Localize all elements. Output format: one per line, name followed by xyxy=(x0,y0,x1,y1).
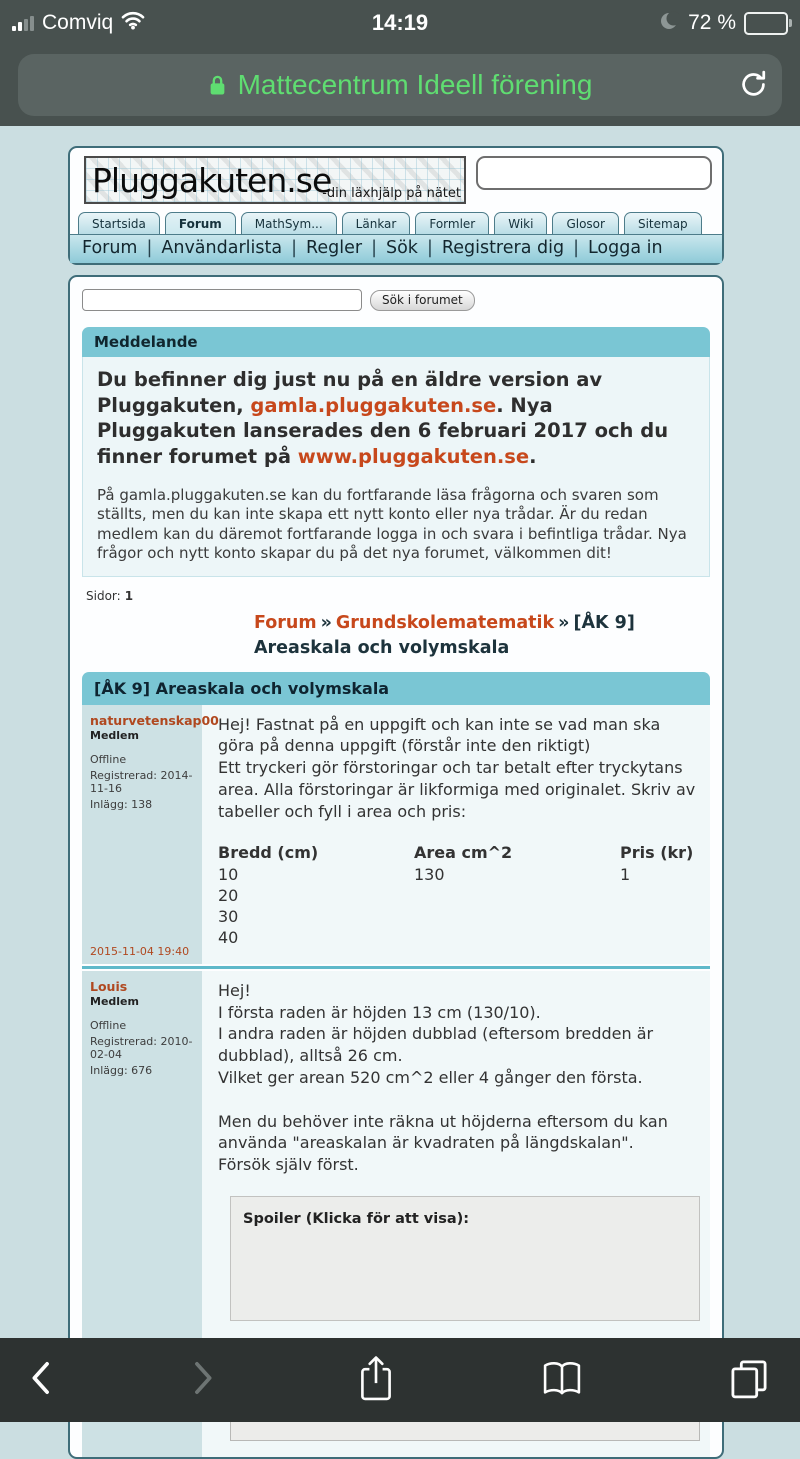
bookmarks-book-icon xyxy=(539,1358,585,1402)
table-cell xyxy=(414,906,620,927)
table-cell: 1 xyxy=(620,864,631,884)
user-status: Offline xyxy=(90,752,127,766)
notice-intro xyxy=(97,367,695,470)
tab-mathsym[interactable]: MathSym... xyxy=(241,212,337,234)
status-bar xyxy=(0,0,800,46)
share-button[interactable] xyxy=(357,1353,395,1407)
notice-intro-text: . Nya Pluggakuten lanserades den 6 februari 2017 och du finner forumet på xyxy=(97,393,669,469)
lock-icon xyxy=(208,69,227,101)
table-cell: 130 xyxy=(414,864,445,884)
tab-switcher-button[interactable] xyxy=(728,1357,770,1403)
reload-button[interactable] xyxy=(738,69,769,104)
post-text: Hej! Fastnat på en uppgift och kan inte se vad man ska göra på denna uppgift (förstår inte den riktigt) xyxy=(218,714,661,756)
post-1-body xyxy=(202,705,710,964)
battery-icon xyxy=(744,12,788,35)
status-right xyxy=(660,11,788,36)
notice-box xyxy=(82,327,710,577)
pages-label: Sidor: xyxy=(86,588,121,603)
breadcrumb-category-link[interactable]: Grundskolematematik xyxy=(335,612,555,633)
forum-nav-bar xyxy=(70,234,722,263)
table-cell xyxy=(414,885,620,906)
notice-body xyxy=(82,357,710,577)
nav-link-anvandarlista[interactable]: Användarlista xyxy=(161,238,283,258)
post-date: 2015-11-04 19:40 xyxy=(90,944,190,958)
table-cell xyxy=(620,927,698,948)
status-left xyxy=(12,11,145,35)
nav-separator: | xyxy=(573,238,579,258)
user-post-count: Inlägg: 676 xyxy=(90,1063,153,1077)
table-cell: 30 xyxy=(218,906,239,926)
tab-wiki[interactable]: Wiki xyxy=(494,212,547,234)
table-header: Pris (kr) xyxy=(620,843,694,863)
page-title: Mattecentrum Ideell förening xyxy=(237,69,593,100)
logo-row xyxy=(70,148,722,210)
cellular-signal-icon xyxy=(12,16,34,31)
spoiler-box[interactable] xyxy=(230,1196,700,1321)
table-cell xyxy=(620,885,698,906)
nav-link-regler[interactable]: Regler xyxy=(306,238,363,258)
post-1 xyxy=(82,705,710,964)
breadcrumb xyxy=(254,611,706,662)
site-header xyxy=(68,146,724,265)
username-link[interactable]: naturvetenskap00 xyxy=(90,712,219,728)
user-status: Offline xyxy=(90,1018,127,1032)
user-post-count: Inlägg: 138 xyxy=(90,797,153,811)
share-icon xyxy=(357,1353,395,1407)
logo-tagline: -din läxhjälp på nätet xyxy=(322,186,461,201)
clock: 14:19 xyxy=(371,10,429,35)
forum-search-row xyxy=(82,289,710,311)
breadcrumb-forum-link[interactable]: Forum xyxy=(254,612,317,633)
back-chevron-icon xyxy=(30,1361,50,1399)
nav-separator: | xyxy=(291,238,297,258)
post-1-user-panel xyxy=(82,705,219,964)
thread-title: [ÅK 9] Areaskala och volymskala xyxy=(82,672,710,705)
site-tabs xyxy=(70,210,722,234)
tab-startsida[interactable]: Startsida xyxy=(78,212,160,234)
header-search-input[interactable] xyxy=(476,156,712,190)
post-1-table xyxy=(218,842,698,948)
post-divider xyxy=(82,966,710,969)
web-view xyxy=(0,146,800,1358)
table-header: Area cm^2 xyxy=(414,843,513,863)
post-2 xyxy=(82,971,710,1361)
post-text: Hej! xyxy=(218,980,251,1000)
bookmarks-button[interactable] xyxy=(539,1358,585,1402)
post-text: I andra raden är höjden dubblad (eftersom bredden är dubblad), alltså 26 cm. xyxy=(218,1024,654,1066)
notice-details: På gamla.pluggakuten.se kan du fortfarande läsa frågorna och svaren som ställts, men du kan inte skapa ett nytt konto eller nya trådar. Är du redan medlem kan du däremot fortfarande logga in och svara i befintliga trådar. Nya frågor och nytt konto skapar du på det nya forumet, välkommen dit! xyxy=(97,485,687,563)
post-text: Ett tryckeri gör förstoringar och tar betalt efter tryckytans area. Alla förstoringar är likformiga med originalet. Skriv av tabeller och fyll i area och pris: xyxy=(218,758,696,821)
tab-formler[interactable]: Formler xyxy=(415,212,489,234)
spoiler-label: Spoiler (Klicka för att visa): xyxy=(243,1210,470,1227)
tab-sitemap[interactable]: Sitemap xyxy=(624,212,702,234)
nav-link-forum[interactable]: Forum xyxy=(82,238,138,258)
forum-search-input[interactable] xyxy=(82,289,362,311)
nav-link-registrera[interactable]: Registrera dig xyxy=(441,238,565,258)
table-cell xyxy=(414,927,620,948)
logo-text: Pluggakuten.se xyxy=(92,160,332,200)
post-2-body xyxy=(202,971,712,1361)
link-gamla-pluggakuten[interactable]: gamla.pluggakuten.se xyxy=(250,393,497,417)
table-header: Bredd (cm) xyxy=(218,843,319,863)
notice-header: Meddelande xyxy=(82,327,710,357)
nav-link-sok[interactable]: Sök xyxy=(385,238,418,258)
forum-search-button[interactable]: Sök i forumet xyxy=(370,290,475,311)
notice-intro-text: Du befinner dig just nu på en äldre version av Pluggakuten, xyxy=(97,368,603,417)
wifi-icon xyxy=(121,11,145,35)
main-content xyxy=(68,275,724,1459)
ios-top-chrome xyxy=(0,0,800,126)
post-text: I första raden är höjden 13 cm (130/10). xyxy=(218,1002,541,1022)
notice-intro-text: . xyxy=(529,445,537,469)
link-nya-pluggakuten[interactable]: www.pluggakuten.se xyxy=(297,445,530,469)
pages-value: 1 xyxy=(124,588,134,603)
back-button[interactable] xyxy=(30,1361,50,1399)
nav-separator: | xyxy=(371,238,377,258)
tab-switcher-icon xyxy=(728,1357,770,1403)
pages-indicator xyxy=(86,589,710,603)
user-registered: Registrerad: 2014-11-16 xyxy=(90,768,193,795)
breadcrumb-separator: » xyxy=(558,612,570,633)
user-role: Medlem xyxy=(90,994,139,1008)
site-logo[interactable] xyxy=(84,156,466,204)
tab-lankar[interactable]: Länkar xyxy=(342,212,411,234)
table-cell xyxy=(620,906,698,927)
forward-chevron-icon xyxy=(194,1361,214,1399)
breadcrumb-separator: » xyxy=(320,612,332,633)
table-cell: 40 xyxy=(218,927,239,947)
safari-toolbar xyxy=(0,1338,800,1422)
tab-glosor[interactable]: Glosor xyxy=(552,212,619,234)
user-registered: Registrerad: 2010-02-04 xyxy=(90,1034,193,1061)
post-text: Men du behöver inte räkna ut höjderna eftersom du kan använda "areaskalan är kvadraten på längdskalan". xyxy=(218,1111,668,1153)
url-field[interactable] xyxy=(18,54,782,116)
post-text: Vilket ger arean 520 cm^2 eller 4 gånger den första. xyxy=(218,1067,643,1087)
username-link[interactable]: Louis xyxy=(90,978,128,994)
forward-button[interactable] xyxy=(194,1361,214,1399)
post-text: Försök själv först. xyxy=(218,1155,359,1175)
nav-link-logga-in[interactable]: Logga in xyxy=(587,238,663,258)
nav-separator: | xyxy=(146,238,153,258)
do-not-disturb-moon-icon xyxy=(660,11,680,36)
table-cell: 20 xyxy=(218,885,239,905)
table-cell: 10 xyxy=(218,864,239,884)
battery-percent-label: 72 % xyxy=(688,11,736,34)
nav-separator: | xyxy=(426,238,433,258)
reload-icon xyxy=(738,89,769,104)
user-role: Medlem xyxy=(90,728,139,742)
post-2-user-panel xyxy=(82,971,202,1361)
carrier-label: Comviq xyxy=(42,11,114,34)
breadcrumb-current: [ÅK 9] Areaskala och volymskala xyxy=(254,612,635,659)
tab-forum[interactable]: Forum xyxy=(165,212,236,234)
